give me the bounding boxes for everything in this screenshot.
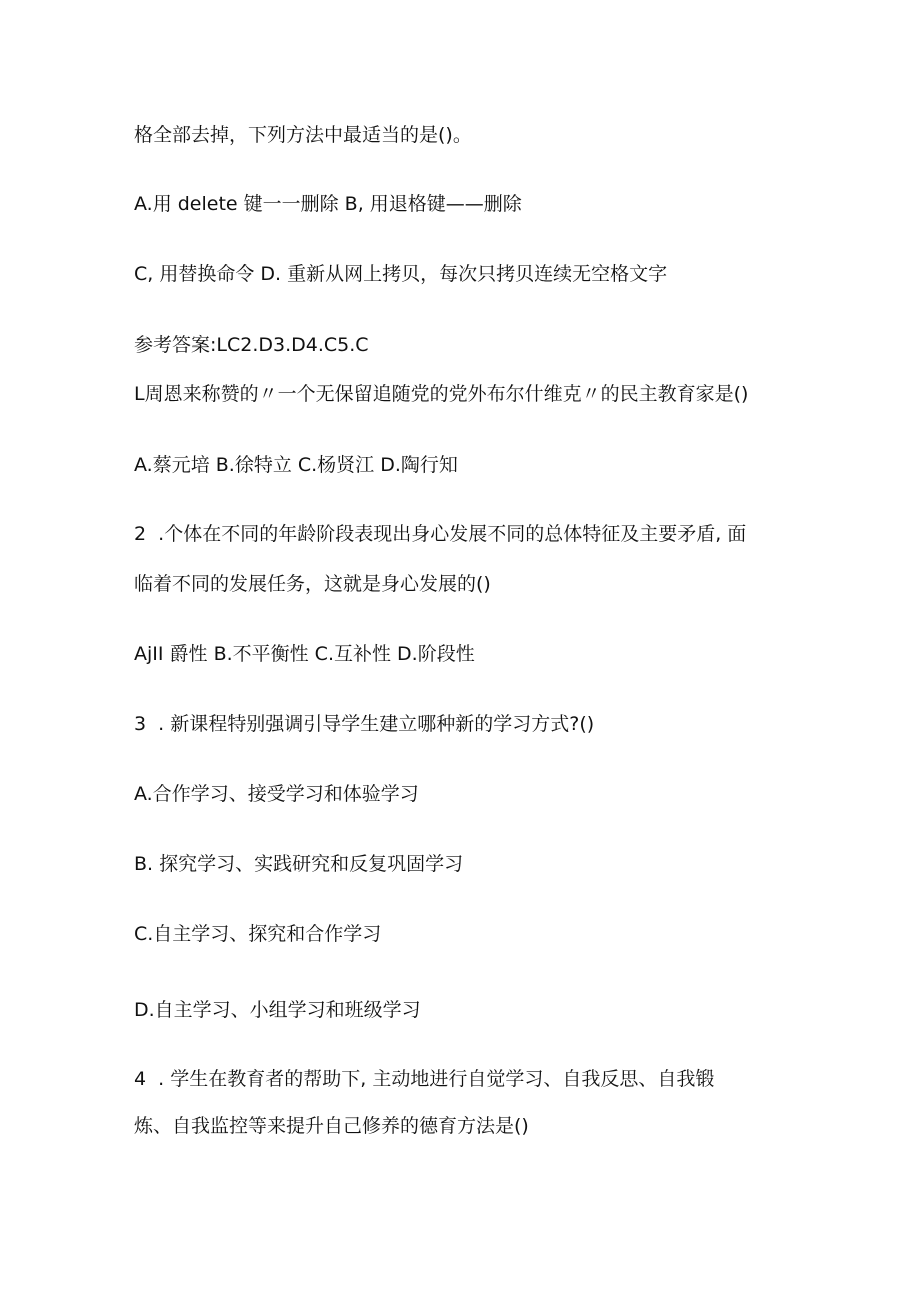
text-line-2: A.用 delete 键一一删除 B, 用退格键——删除 bbox=[134, 193, 522, 215]
question-3-option-b: B. 探究学习、实践研究和反复巩固学习 bbox=[134, 853, 464, 875]
question-2-line-2: 临着不同的发展任务，这就是身心发展的() bbox=[134, 573, 491, 595]
text-line-1: 格全部去掉，下列方法中最适当的是()。 bbox=[134, 124, 472, 146]
question-1-options: A.蔡元培 B.徐特立 C.杨贤江 D.陶行知 bbox=[134, 454, 458, 476]
question-3-option-c: C.自主学习、探究和合作学习 bbox=[134, 923, 382, 945]
question-1: L周恩来称赞的〃一个无保留追随党的党外布尔什维克〃的民主教育家是() bbox=[134, 383, 749, 405]
question-2-options: AjII 爵性 B.不平衡性 C.互补性 D.阶段性 bbox=[134, 643, 475, 665]
question-3: 3 . 新课程特别强调引导学生建立哪种新的学习方式?() bbox=[134, 713, 595, 735]
question-3-option-a: A.合作学习、接受学习和体验学习 bbox=[134, 783, 419, 805]
question-4-line-1: 4 . 学生在教育者的帮助下, 主动地进行自觉学习、自我反思、自我锻 bbox=[134, 1068, 715, 1090]
text-line-3: C, 用替换命令 D. 重新从网上拷贝，每次只拷贝连续无空格文字 bbox=[134, 263, 668, 285]
question-3-option-d: D.自主学习、小组学习和班级学习 bbox=[134, 999, 421, 1021]
question-2-line-1: 2 .个体在不同的年龄阶段表现出身心发展不同的总体特征及主要矛盾, 面 bbox=[134, 523, 747, 545]
answer-key: 参考答案:LC2.D3.D4.C5.C bbox=[134, 334, 369, 356]
question-4-line-2: 炼、自我监控等来提升自己修养的德育方法是() bbox=[134, 1115, 529, 1137]
